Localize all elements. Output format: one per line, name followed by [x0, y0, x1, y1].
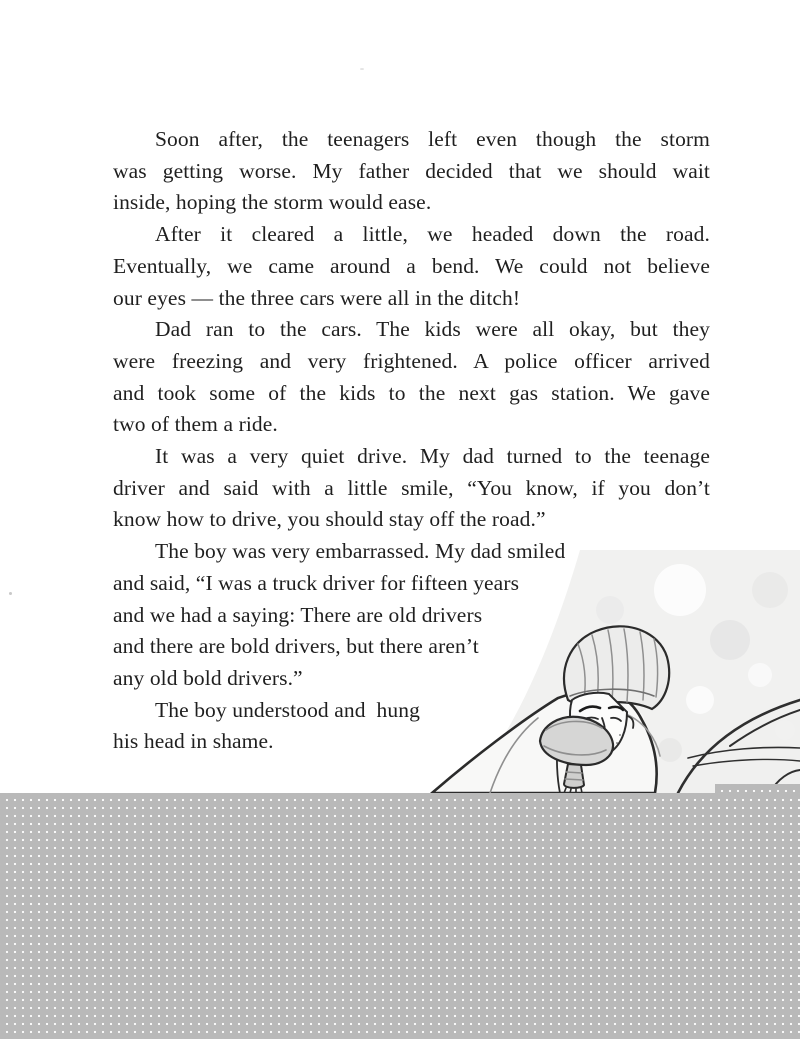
text-line: It was a very quiet drive. My dad turned to the teenage — [155, 444, 710, 469]
text-line: Eventually, we came around a bend. We could not believe — [113, 253, 710, 278]
text-line: was getting worse. My father decided that we should wait — [113, 158, 710, 183]
text-line: any old bold drivers.” — [113, 665, 303, 690]
text-line: The boy understood and hung — [155, 697, 420, 722]
winter-man-illustration — [430, 550, 800, 793]
text-line: were freezing and very frightened. A police officer arrived — [113, 348, 710, 373]
gray-band — [0, 793, 800, 1039]
text-line: and we had a saying: There are old drivers — [113, 602, 483, 627]
text-line: our eyes — the three cars were all in the ditch! — [113, 285, 521, 310]
paragraph — [113, 441, 710, 536]
paragraph — [113, 124, 710, 219]
text-line: After it cleared a little, we headed down the road. — [155, 222, 710, 247]
text-line: two of them a ride. — [113, 412, 278, 437]
paragraph — [113, 219, 710, 314]
text-line: driver and said with a little smile, “You know, if you don’t — [113, 475, 710, 500]
text-line: Dad ran to the cars. The kids were all okay, but they — [155, 317, 710, 342]
text-line: know how to drive, you should stay off the road.” — [113, 507, 546, 532]
text-line: his head in shame. — [113, 729, 274, 754]
text-line: Soon after, the teenagers left even though the storm — [155, 127, 710, 151]
scan-speck — [360, 68, 364, 70]
text-line: and took some of the kids to the next gas station. We gave — [113, 380, 710, 405]
text-line: The boy was very embarrassed. My dad smiled — [155, 539, 566, 564]
text-line: inside, hoping the storm would ease. — [113, 190, 432, 215]
text-line: and said, “I was a truck driver for fifteen years — [113, 570, 520, 595]
scan-speck — [9, 592, 12, 595]
paragraph — [113, 314, 710, 441]
text-line: and there are bold drivers, but there aren’t — [113, 634, 479, 659]
